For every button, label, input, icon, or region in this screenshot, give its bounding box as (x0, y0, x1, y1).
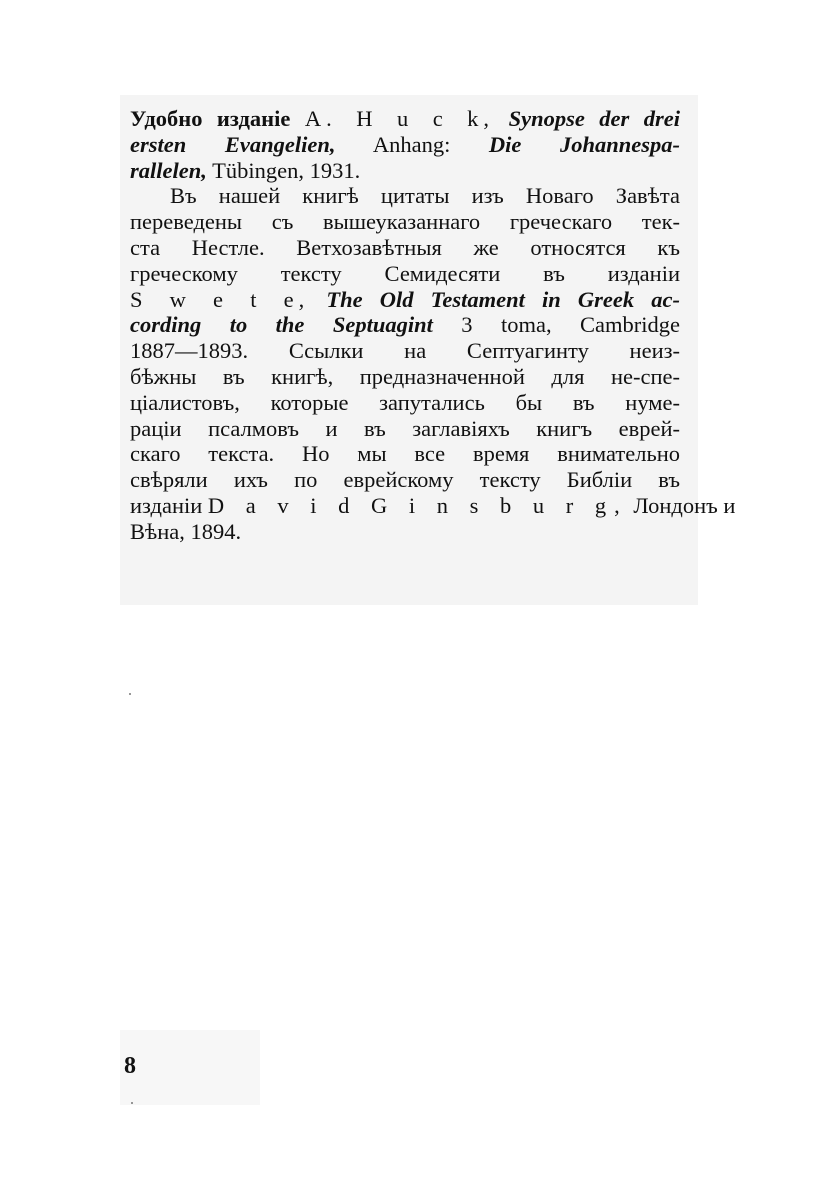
line: ста Нестле. Ветхозавѣтныя же относятся къ (130, 234, 680, 260)
book-title: cording to the Septuagint (130, 312, 433, 338)
scan-speck (129, 693, 131, 695)
line: Вѣна, 1894. (130, 518, 242, 544)
text-run: Anhang: (372, 131, 451, 157)
text-run: Tübingen, 1931. (212, 157, 361, 183)
line (130, 132, 680, 158)
paragraph-translation-note (130, 183, 736, 544)
line (130, 492, 736, 519)
line: бѣжны въ книгѣ, предназначенной для не-спе- (130, 363, 680, 389)
author-name: A. H u c k, (304, 106, 495, 131)
scan-speck (131, 1102, 133, 1104)
text-run: 3 toma, Cambridge (461, 312, 681, 338)
line: свѣряли ихъ по еврейскому тексту Библіи въ (130, 467, 680, 493)
text-run: Лондонъ и (633, 492, 736, 518)
paragraph-edition-note (130, 106, 680, 183)
book-title: rallelen, (130, 157, 207, 183)
book-title: Synopse der drei (508, 106, 681, 131)
page-number: 8 (124, 1053, 136, 1079)
text-run: Удобно изданіе (130, 106, 291, 131)
body-text (130, 106, 736, 545)
book-title: The Old Testament in Greek ac- (326, 286, 681, 312)
line: раціи псалмовъ и въ заглавіяхъ книгъ еврей- (130, 415, 680, 441)
author-name: D a v i d G i n s b u r g, (207, 492, 628, 518)
book-title: ersten Evangelien, (130, 131, 336, 157)
line: Въ нашей книгѣ цитаты изъ Новаго Завѣта (170, 183, 680, 209)
line (130, 287, 680, 313)
book-title: Die Johannespa- (488, 131, 681, 157)
line: ціалистовъ, которые запутались бы въ нуме- (130, 389, 680, 415)
text-run: изданіи (130, 492, 203, 518)
line (130, 106, 680, 132)
line: скаго текста. Но мы все время внимательно (130, 441, 680, 467)
line (130, 312, 680, 338)
page-footer-background (120, 1030, 260, 1105)
line: переведены съ вышеуказаннаго греческаго тек- (130, 209, 680, 235)
line: греческому тексту Семидесяти въ изданіи (130, 260, 680, 286)
line: 1887—1893. Ссылки на Септуагинту неиз- (130, 338, 680, 364)
author-name: S w e t e, (130, 286, 310, 312)
line (130, 158, 680, 184)
